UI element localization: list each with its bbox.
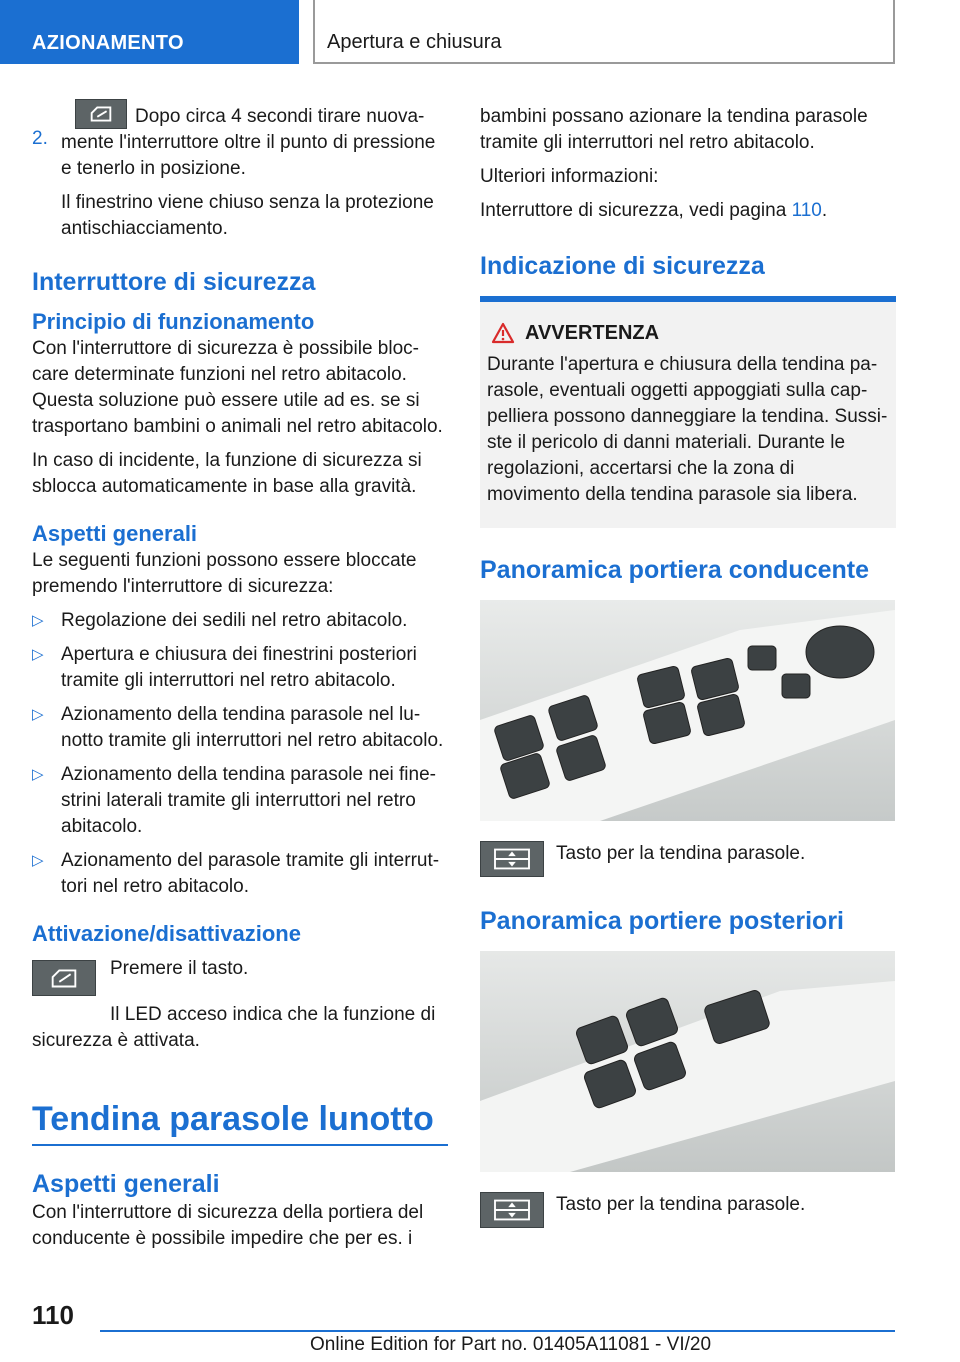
sunblind-icon xyxy=(480,841,544,877)
left-column xyxy=(32,104,448,1252)
window-lock-icon xyxy=(75,99,127,129)
step-2-note: Il finestrino viene chiuso senza la protezione antischiacciamento. xyxy=(61,192,434,239)
warning-title: AVVERTENZA xyxy=(487,320,888,346)
caption-driver xyxy=(480,841,896,877)
principio-paragraph-1: Con l'interruttore di sicurezza è possibile bloccare determinate funzioni nel retro abitacolo. Questa soluzione può essere utile ad es. se si trasportano bambini o animali nel retro abitacolo. xyxy=(32,338,443,437)
window-lock-icon xyxy=(32,960,96,996)
bullet-triangle-icon: ▷ xyxy=(32,706,44,723)
rear-door-switches-photo xyxy=(480,951,895,1172)
caption-text: Tasto per la tendina parasole. xyxy=(556,843,806,864)
step-2 xyxy=(32,104,448,242)
right-column xyxy=(480,104,896,1228)
warning-text: Durante l'apertura e chiusura della tendina parasole, eventuali oggetti appoggiati sulla cappelliera possono danneggiare la tendina. Sussiste il pericolo di danni materiali. Durante le regolazioni, accertarsi che la zona di movimento della tendina parasole sia libera. xyxy=(487,354,888,505)
bullet-triangle-icon: ▷ xyxy=(32,852,44,869)
further-info-label: Ulteriori informazioni: xyxy=(480,166,659,187)
heading-aspetti-generali: Aspetti generali xyxy=(32,521,198,546)
heading-indicazione: Indicazione di sicurezza xyxy=(480,252,765,280)
heading-panoramica-conducente: Panoramica portiera conducente xyxy=(480,556,870,584)
heading-interruttore: Interruttore di sicurezza xyxy=(32,268,316,296)
list-item: ▷ Azionamento della tendina parasole nel lunotto tramite gli interruttori nel retro abitacolo. xyxy=(32,704,444,751)
lockable-functions-list xyxy=(32,608,448,900)
list-item: ▷ Apertura e chiusura dei finestrini posteriori tramite gli interruttori nel retro abitacolo. xyxy=(32,644,417,691)
continued-paragraph: bambini possano azionare la tendina parasole tramite gli interruttori nel retro abitacolo. xyxy=(480,106,868,153)
warning-box xyxy=(480,296,896,528)
step-number: 2. xyxy=(32,128,48,149)
caption-text: Tasto per la tendina parasole. xyxy=(556,1194,806,1215)
heading-principio: Principio di funzionamento xyxy=(32,309,315,334)
bullet-triangle-icon: ▷ xyxy=(32,612,44,629)
page-reference-link[interactable]: 110 xyxy=(791,200,822,221)
driver-door-switches-photo xyxy=(480,600,895,821)
bullet-triangle-icon: ▷ xyxy=(32,646,44,663)
step-2-text: Dopo circa 4 secondi tirare nuovamente l'interruttore oltre il punto di pressione e tenerlo in posizione. xyxy=(61,104,448,182)
attivazione-instruction: Premere il tasto. xyxy=(110,958,249,979)
warning-triangle-icon xyxy=(491,322,515,344)
heading-attivazione: Attivazione/disattivazione xyxy=(32,921,301,946)
list-item: ▷ Regolazione dei sedili nel retro abitacolo. xyxy=(32,608,448,634)
bullet-triangle-icon: ▷ xyxy=(32,766,44,783)
heading-tendina-lunotto: Tendina parasole lunotto xyxy=(32,1100,434,1138)
list-item: ▷ Azionamento della tendina parasole nei finestrini laterali tramite gli interruttori nel retro abitacolo. xyxy=(32,764,436,837)
attivazione-row xyxy=(32,956,448,996)
heading-rule xyxy=(32,1144,448,1146)
page-number: 110 xyxy=(32,1300,74,1330)
heading-aspetti-generali-2: Aspetti generali xyxy=(32,1170,220,1198)
sunblind-icon xyxy=(480,1192,544,1228)
caption-rear xyxy=(480,1192,896,1228)
footer-rule xyxy=(100,1330,895,1332)
header-section-tab: AZIONAMENTO xyxy=(0,0,299,64)
aspetti-intro: Le seguenti funzioni possono essere bloccate premendo l'interruttore di sicurezza: xyxy=(32,550,417,597)
heading-panoramica-posteriori: Panoramica portiere posteriori xyxy=(480,907,845,935)
tendina-paragraph: Con l'interruttore di sicurezza della portiera del conducente è possibile impedire che per es. i xyxy=(32,1202,424,1249)
header-chapter-title: Apertura e chiusura xyxy=(313,0,895,64)
principio-paragraph-2: In caso di incidente, la funzione di sicurezza si sblocca automaticamente in base alla gravità. xyxy=(32,450,422,497)
attivazione-led-note: Il LED acceso indica che la funzione di sicurezza è attivata. xyxy=(32,1004,436,1051)
cross-reference: Interruttore di sicurezza, vedi pagina 110. xyxy=(480,200,828,221)
list-item: ▷ Azionamento del parasole tramite gli interruttori nel retro abitacolo. xyxy=(32,850,440,897)
footer-edition: Online Edition for Part no. 01405A11081 - VI/20 xyxy=(310,1334,712,1355)
